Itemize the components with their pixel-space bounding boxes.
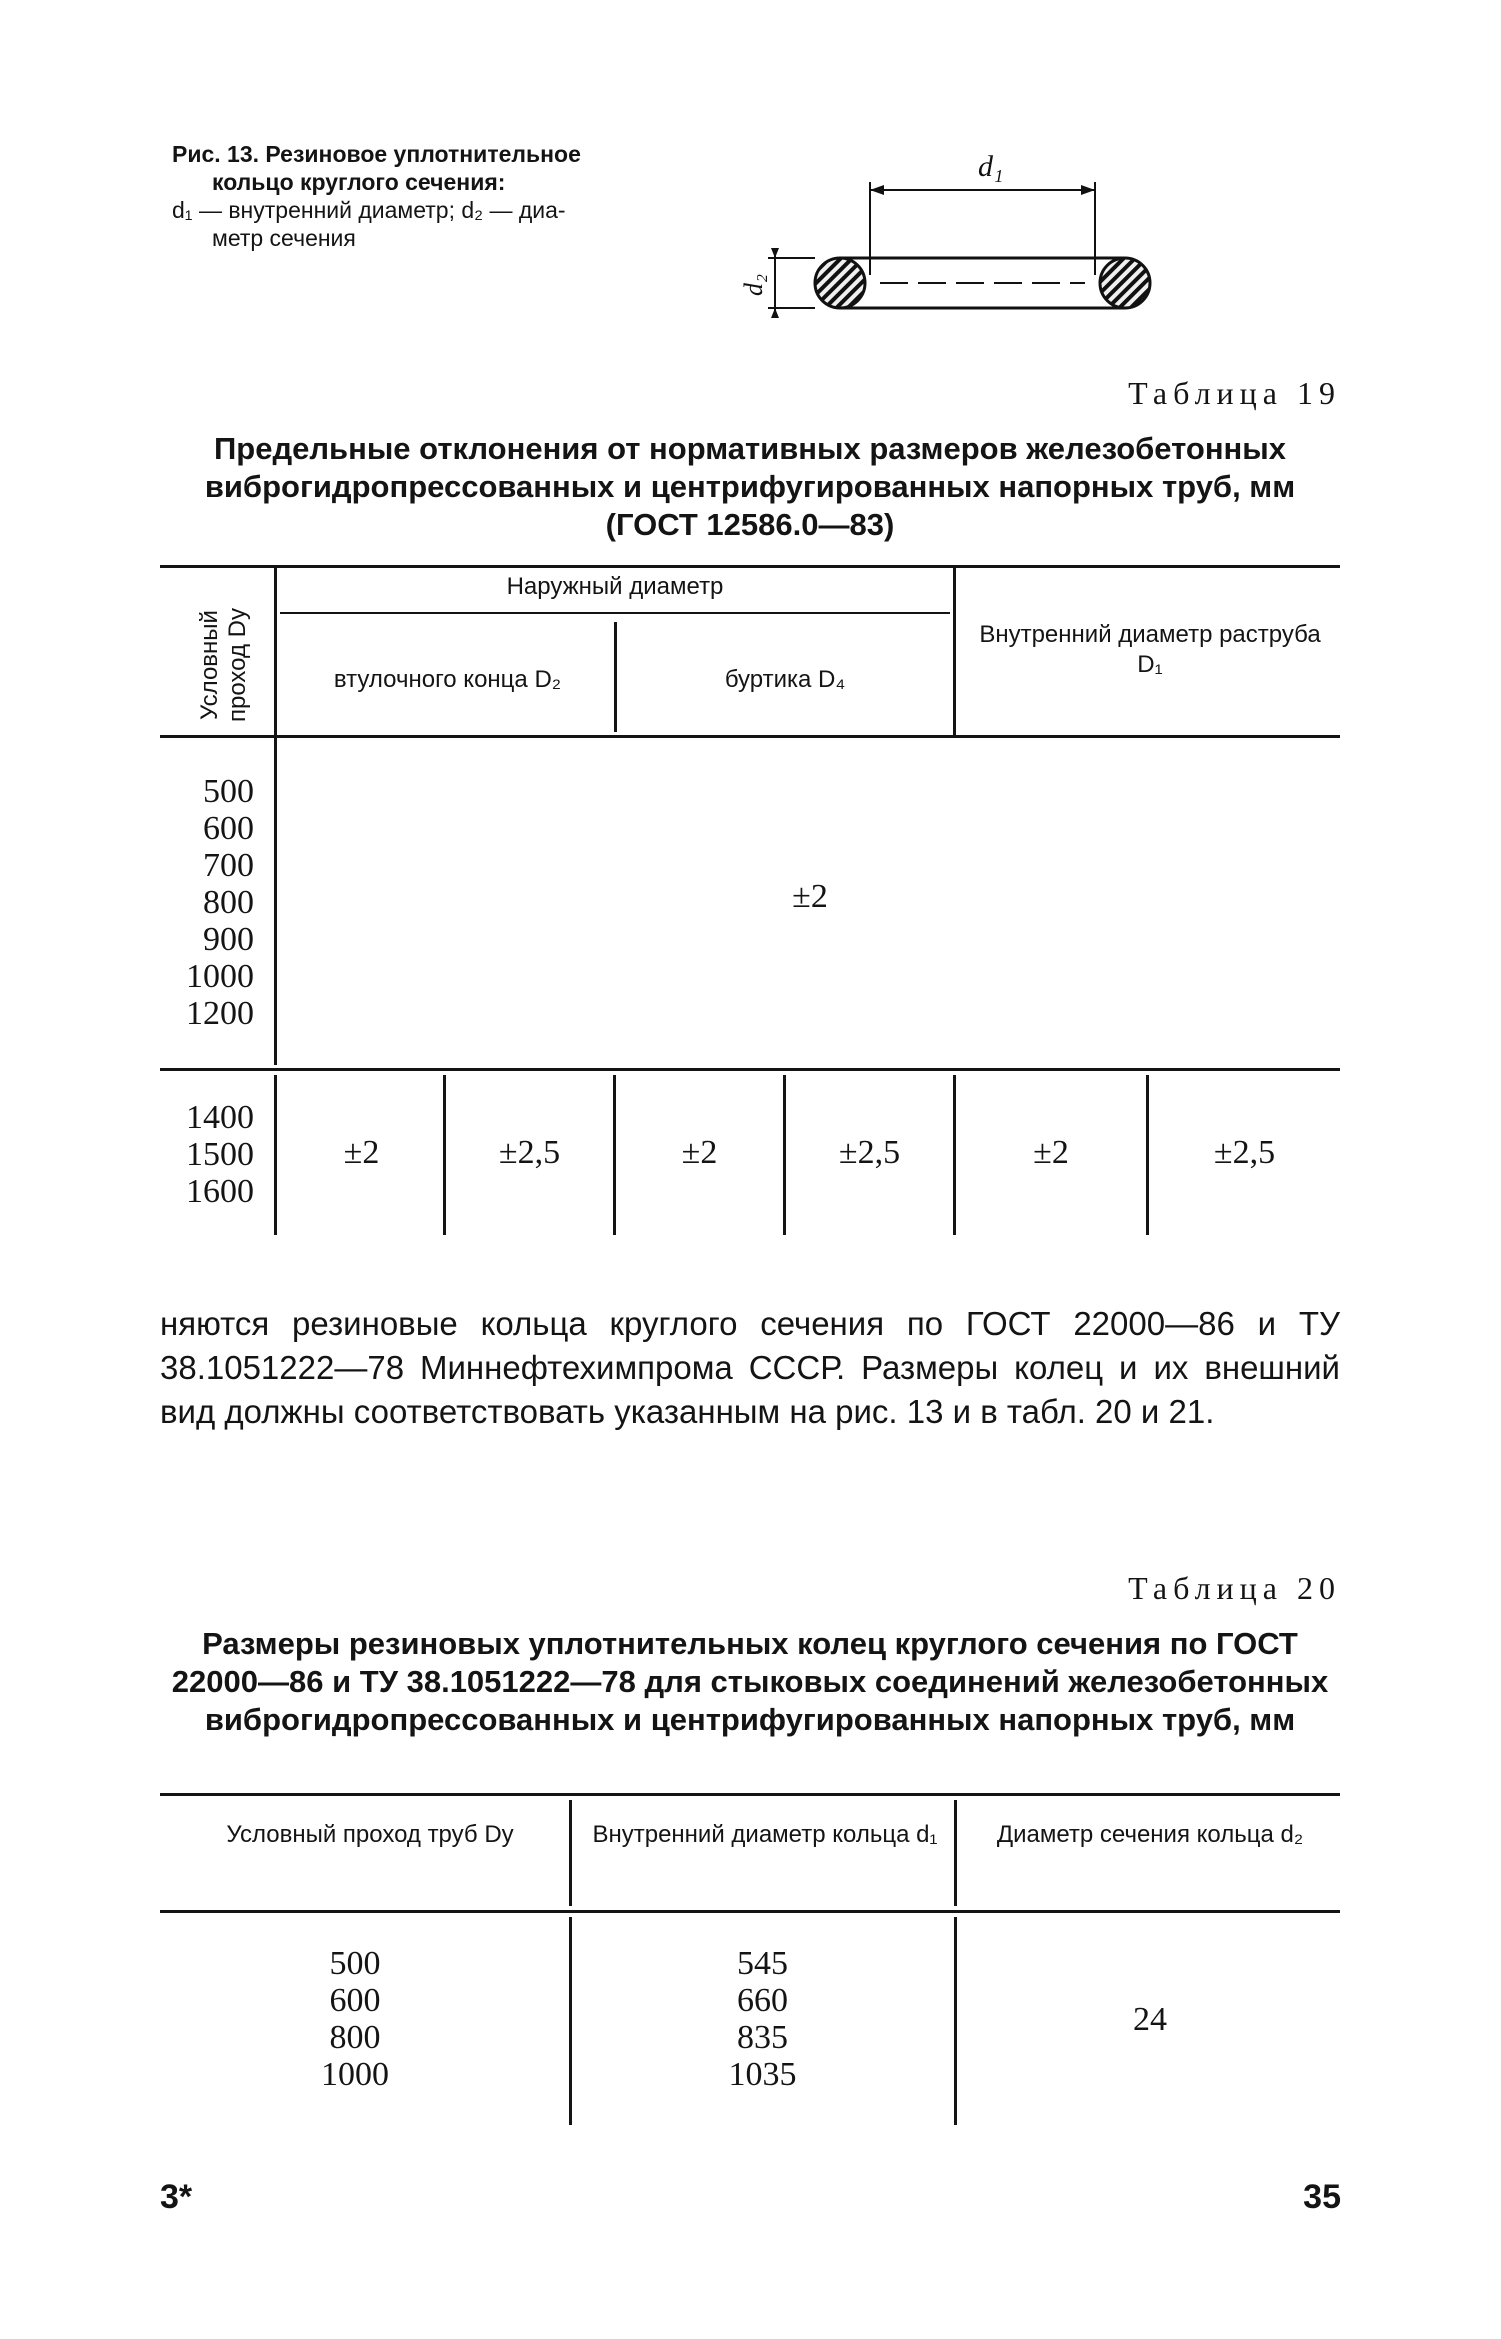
o-ring-drawing [730, 140, 1350, 340]
size-value: 1600 [186, 1173, 254, 1210]
inner-value: 545 [737, 1945, 788, 1982]
inner-value: 660 [737, 1982, 788, 2019]
tolerance-value: ±2 [343, 1134, 380, 1171]
col-header-inner-diameter: Внутренний диаметр раструба D₁ [979, 621, 1321, 678]
caption-line: d₁ — внутренний диаметр; d₂ — диа- [172, 197, 566, 223]
col-header-bead: буртика D₄ [724, 666, 846, 693]
col-header-pipe-size: Условный проход труб Dу [226, 1821, 514, 1848]
table20-number: Таблица 20 [1128, 1570, 1341, 1606]
size-value: 800 [203, 884, 254, 921]
col-header-sleeve-end: втулочного конца D₂ [333, 666, 562, 693]
size-value: 600 [203, 810, 254, 847]
body-paragraph: няются резиновые кольца круглого сечения по ГОСТ 22000—86 и ТУ 38.1051222—78 Миннефтехимпрома СССР. Размеры колец и их внешний вид должны соответствовать указанным на рис. 13 и в табл. 20 и 21. [160, 1305, 1340, 1430]
table19-number: Таблица 19 [1128, 375, 1341, 411]
tolerance-value: ±2 [1033, 1134, 1069, 1171]
size-list [160, 773, 254, 1032]
size-value: 600 [329, 1982, 381, 2019]
table19-title: Предельные отклонения от нормативных размеров железобетонных виброгидропрессованных и центрифугированных напорных труб, мм (ГОСТ 12586.0—83) [204, 431, 1296, 542]
size-value: 900 [203, 921, 254, 958]
col-header-outer-diameter: Наружный диаметр [506, 573, 724, 600]
ring-section-left [815, 258, 865, 308]
size-value: 500 [203, 773, 254, 810]
inner-diameter-list [575, 1945, 950, 2093]
section-value: 24 [1133, 2001, 1167, 2038]
size-value: 800 [329, 2019, 381, 2056]
tolerance-value: ±2,5 [838, 1134, 901, 1171]
size-value: 1200 [186, 995, 254, 1032]
label-d1: d₁ [978, 150, 1004, 183]
tolerance-value: ±2,5 [498, 1134, 561, 1171]
label-d2: d₂ [739, 273, 768, 296]
page-number: 35 [1303, 2178, 1341, 2216]
caption-line: кольцо круглого сечения: [212, 169, 506, 195]
caption-line: метр сечения [212, 225, 356, 251]
size-value: 1000 [321, 2056, 389, 2093]
caption-line: Рис. 13. Резиновое уплотнительное [172, 141, 581, 167]
tolerance-value: ±2,5 [1213, 1134, 1276, 1171]
tolerance-value: ±2 [792, 878, 828, 915]
size-value: 1000 [186, 958, 254, 995]
inner-value: 1035 [728, 2056, 797, 2093]
tolerance-value: ±2 [681, 1134, 718, 1171]
size-list [160, 1099, 254, 1210]
ring-section-right [1100, 258, 1150, 308]
figure-caption [172, 140, 712, 252]
col-header-ring-inner-diameter: Внутренний диаметр кольца d₁ [592, 1821, 938, 1848]
size-value: 500 [329, 1945, 381, 1982]
table20-title: Размеры резиновых уплотнительных колец круглого сечения по ГОСТ 22000—86 и ТУ 38.1051222—78 для стыковых соединений железобетонных виброгидропрессованных и центрифугированных напорных труб, мм [171, 1626, 1329, 1737]
size-value: 1500 [186, 1136, 254, 1173]
size-value: 1400 [186, 1099, 254, 1136]
row-header: Условный проход Dу [196, 608, 251, 722]
pipe-size-list [160, 1945, 550, 2093]
inner-value: 835 [737, 2019, 788, 2056]
size-value: 700 [203, 847, 254, 884]
signature-mark: 3* [160, 2178, 193, 2216]
col-header-section-diameter: Диаметр сечения кольца d₂ [996, 1821, 1304, 1848]
